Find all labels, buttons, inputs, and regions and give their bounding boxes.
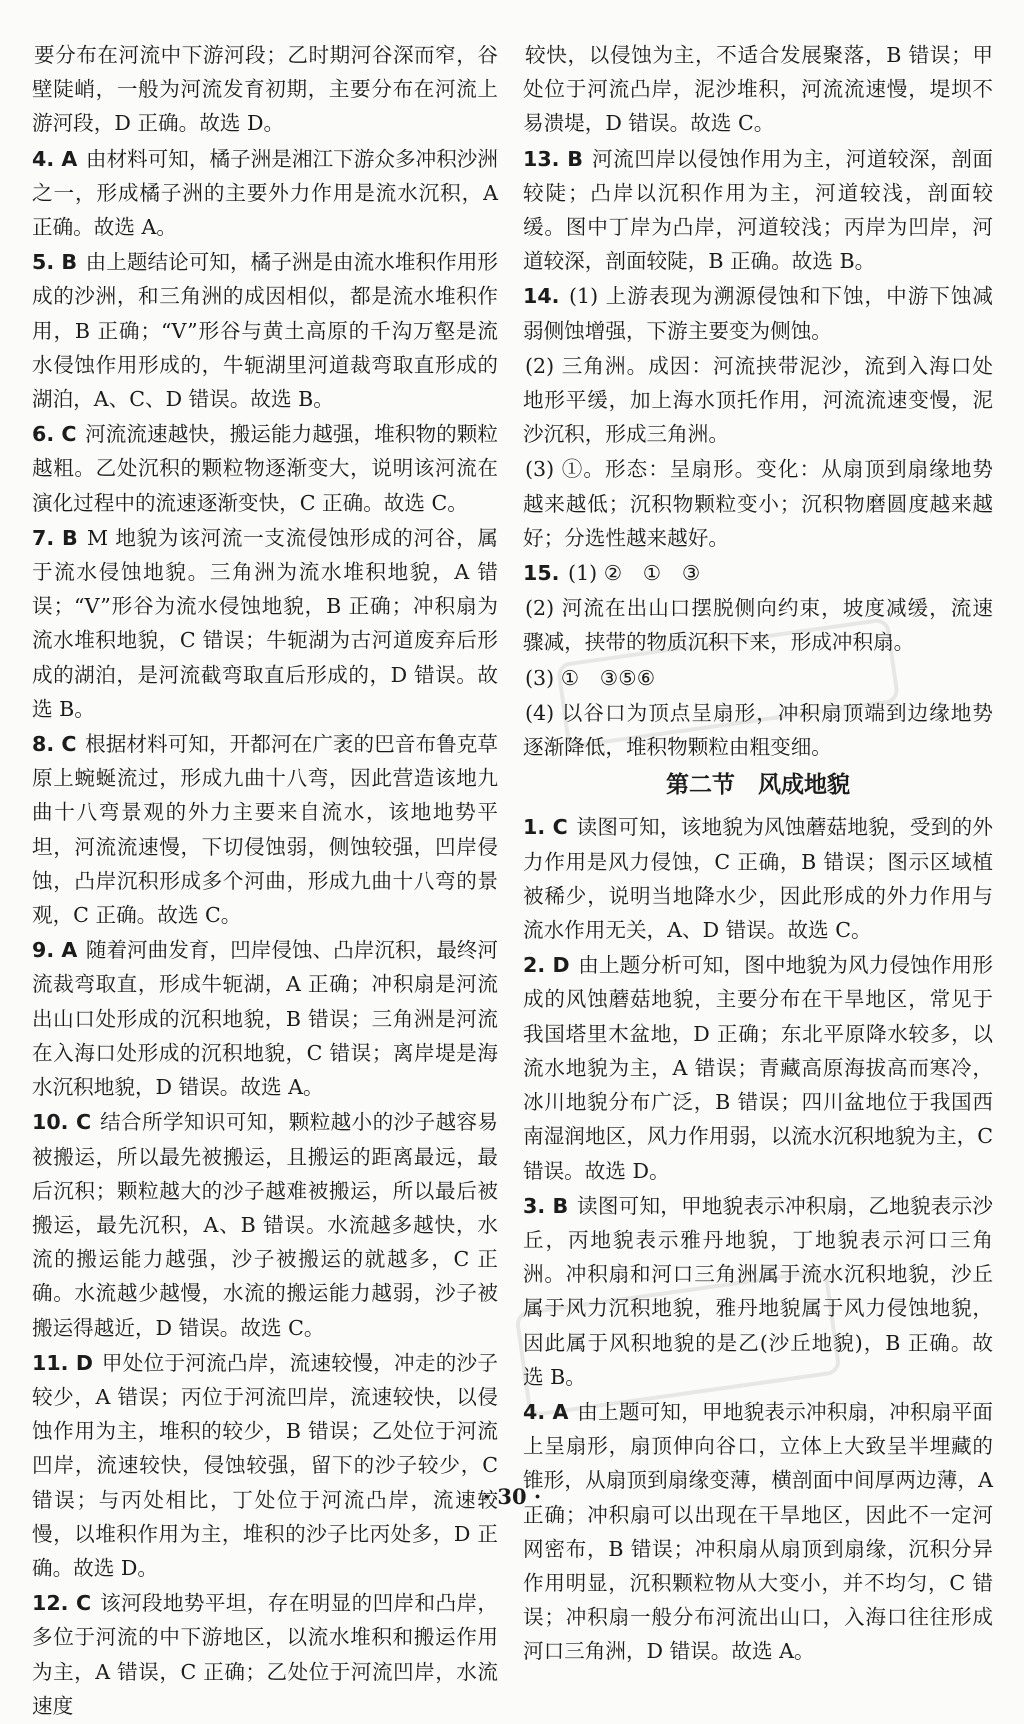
answer-entry bbox=[32, 142, 498, 245]
answer-text: (1) ② ① ③ bbox=[568, 561, 701, 586]
section-title: 第二节 风成地貌 bbox=[666, 772, 850, 799]
question-number: 4. A bbox=[523, 1399, 569, 1424]
answer-text: M 地貌为该河流一支流侵蚀形成的河谷，属于流水侵蚀地貌。三角洲为流水堆积地貌，A 错误；“V”形谷为流水侵蚀地貌，B 正确；冲积扇为流水堆积地貌，C 错误；牛轭湖为古河道废弃后形成的湖泊，是河流截弯取直后形成的，D 错误。故选 B。 bbox=[32, 525, 499, 721]
right-column bbox=[523, 38, 993, 1670]
answer-entry bbox=[32, 933, 498, 1104]
answer-text: 由上题结论可知，橘子洲是由流水堆积作用形成的沙洲，和三角洲的成因相似，都是流水堆积作用，B 正确；“V”形谷与黄土高原的千沟万壑是流水侵蚀作用形成的，牛轭湖里河道裁弯取直形成的湖泊，A、C、D 错误。故选 B。 bbox=[32, 250, 498, 412]
answer-entry bbox=[32, 521, 498, 726]
answer-text: 河流流速越快，搬运能力越强，堆积物的颗粒越粗。乙处沉积的颗粒物逐渐变大，说明该河流在演化过程中的流速逐渐变快，C 正确。故选 C。 bbox=[32, 422, 499, 515]
answer-entry bbox=[32, 417, 498, 520]
answer-text: 该河段地势平坦，存在明显的凹岸和凸岸，多位于河流的中下游地区，以流水堆积和搬运作用为主，A 错误，C 正确；乙处位于河流凹岸，水流速度 bbox=[32, 1591, 499, 1718]
answer-entry bbox=[32, 38, 498, 141]
answer-entry bbox=[523, 142, 993, 279]
question-number: 2. D bbox=[523, 953, 570, 978]
answer-text: 根据材料可知，开都河在广袤的巴音布鲁克草原上蜿蜒流过，形成九曲十八弯，因此营造该地九曲十八弯景观的外力主要来自流水，该地地势平坦，河流流速慢，下切侵蚀弱，侧蚀较强，凹岸侵蚀，凸岸沉积形成多个河曲，形成九曲十八弯的景观，C 正确。故选 C。 bbox=[32, 732, 499, 928]
question-number: 1. C bbox=[523, 815, 568, 840]
answer-text: 由上题分析可知，图中地貌为风力侵蚀作用形成的风蚀蘑菇地貌，主要分布在干旱地区，常见于我国塔里木盆地，D 正确；东北平原降水较多，以流水地貌为主，A 错误；青藏高原海拔高而寒冷，冰川地貌分布广泛，B 错误；四川盆地位于我国西南湿润地区，风力作用弱，以流水沉积地貌为主，C 错误。故选 D。 bbox=[523, 953, 994, 1183]
question-number: 5. B bbox=[32, 250, 78, 275]
answer-text: 读图可知，该地貌为风蚀蘑菇地貌，受到的外力作用是风力侵蚀，C 正确，B 错误；图示区域植被稀少，说明当地降水少，因此形成的外力作用与流水作用无关，A、D 错误。故选 C。 bbox=[523, 815, 994, 943]
answer-entry bbox=[32, 245, 498, 416]
answer-text: 结合所学知识可知，颗粒越小的沙子越容易被搬运，所以最先被搬运，且搬运的距离最远，最后沉积；颗粒越大的沙子越难被搬运，所以最后被搬运，最先沉积，A、B 错误。水流越多越快，水流的搬运能力越强，沙子被搬运的就越多，C 正确。水流越少越慢，水流的搬运能力越弱，沙子被搬运得越近，D 错误。故选 C。 bbox=[32, 1110, 499, 1340]
question-number: 13. B bbox=[523, 146, 583, 171]
answer-text: 甲处位于河流凸岸，流速较慢，冲走的沙子较少，A 错误；丙位于河流凹岸，流速较快，以侵蚀作用为主，堆积的较少，B 错误；乙处位于河流凹岸，流速较快，侵蚀较强，留下的沙子较少，C 错误；与丙处相比，丁处位于河流凸岸，流速较慢，以堆积作用为主，堆积的沙子比丙处多，D 正确。故选 D。 bbox=[32, 1350, 499, 1580]
question-number: 14. bbox=[523, 284, 560, 309]
question-number: 9. A bbox=[32, 938, 78, 963]
question-number: 11. D bbox=[32, 1350, 94, 1375]
answer-entry bbox=[32, 1586, 498, 1723]
answer-text: 由材料可知，橘子洲是湘江下游众多冲积沙洲之一，形成橘子洲的主要外力作用是流水沉积，A 正确。故选 A。 bbox=[32, 146, 498, 240]
answer-entry bbox=[523, 810, 993, 947]
answer-entry bbox=[523, 556, 993, 590]
answer-text: (2) 河流在出山口摆脱侧向约束，坡度减缓，流速骤减，挟带的物质沉积下来，形成冲积扇。 bbox=[523, 596, 993, 655]
answer-entry bbox=[523, 279, 993, 347]
answer-entry bbox=[523, 1395, 993, 1669]
question-number: 12. C bbox=[32, 1591, 92, 1616]
answer-text: 由上题可知，甲地貌表示冲积扇，冲积扇平面上呈扇形，扇顶伸向谷口，立体上大致呈半埋藏的锥形，从扇顶到扇缘变薄，横剖面中间厚两边薄，A 正确；冲积扇可以出现在干旱地区，因此不一定河网密布，B 错误；冲积扇从扇顶到扇缘，沉积分异作用明显，沉积颗粒物从大变小，并不均匀，C 错误；冲积扇一般分布河流出山口，入海口往往形成河口三角洲，D 错误。故选 A。 bbox=[523, 1399, 994, 1664]
answer-text: (4) 以谷口为顶点呈扇形，冲积扇顶端到边缘地势逐渐降低，堆积物颗粒由粗变细。 bbox=[523, 700, 993, 760]
question-number: 8. C bbox=[32, 732, 77, 757]
answer-text: 要分布在河流中下游河段；乙时期河谷深而窄，谷壁陡峭，一般为河流发育初期，主要分布在河流上游河段，D 正确。故选 D。 bbox=[32, 43, 498, 136]
answer-entry bbox=[32, 1105, 498, 1344]
question-number: 3. B bbox=[523, 1193, 569, 1218]
right-column-bottom bbox=[523, 810, 993, 1668]
answer-text: (3) ① ③⑤⑥ bbox=[525, 665, 656, 690]
answer-text: 随着河曲发育，凹岸侵蚀、凸岸沉积，最终河流裁弯取直，形成牛轭湖，A 正确；冲积扇是河流出山口处形成的沉积地貌，B 错误；三角洲是河流在入海口处形成的沉积地貌，C 错误；离岸堤是海水沉积地貌，D 错误。故选 A。 bbox=[32, 938, 498, 1100]
question-number: 15. bbox=[523, 561, 560, 586]
question-number: 7. B bbox=[32, 525, 78, 550]
question-number: 10. C bbox=[32, 1110, 92, 1135]
answer-text: (1) 上游表现为溯源侵蚀和下蚀，中游下蚀减弱侧蚀增强，下游主要变为侧蚀。 bbox=[523, 284, 994, 343]
answer-text: 读图可知，甲地貌表示冲积扇，乙地貌表示沙丘，丙地貌表示雅丹地貌，丁地貌表示河口三角洲。冲积扇和河口三角洲属于流水沉积地貌，沙丘属于风力沉积地貌，雅丹地貌属于风力侵蚀地貌，因此属于风积地貌的是乙(沙丘地貌)，B 正确。故选 B。 bbox=[523, 1193, 994, 1389]
answer-text: (3) ①。形态：呈扇形。变化：从扇顶到扇缘地势越来越低；沉积物颗粒变小；沉积物磨圆度越来越好；分选性越来越好。 bbox=[523, 457, 993, 550]
page-number: · 30 · bbox=[482, 1484, 542, 1509]
answer-entry bbox=[523, 349, 993, 452]
answer-entry bbox=[32, 727, 498, 932]
answer-text: (2) 三角洲。成因：河流挟带泥沙，流到入海口处地形平缓，加上海水顶托作用，河流流速变慢，泥沙沉积，形成三角洲。 bbox=[523, 353, 993, 447]
answer-entry bbox=[523, 452, 993, 555]
question-number: 4. A bbox=[32, 146, 78, 171]
question-number: 6. C bbox=[32, 422, 77, 447]
answer-text: 较快，以侵蚀为主，不适合发展聚落，B 错误；甲处位于河流凸岸，泥沙堆积，河流流速慢，堤坝不易溃堤，D 错误。故选 C。 bbox=[523, 43, 993, 136]
left-column bbox=[32, 38, 498, 1724]
answer-text: 河流凹岸以侵蚀作用为主，河道较深，剖面较陡；凸岸以沉积作用为主，河道较浅，剖面较缓。图中丁岸为凸岸，河道较浅；丙岸为凹岸，河道较深，剖面较陡，B 正确。故选 B。 bbox=[523, 146, 993, 274]
answer-entry bbox=[523, 948, 993, 1187]
answer-entry bbox=[523, 38, 993, 141]
answer-entry bbox=[32, 1346, 498, 1585]
